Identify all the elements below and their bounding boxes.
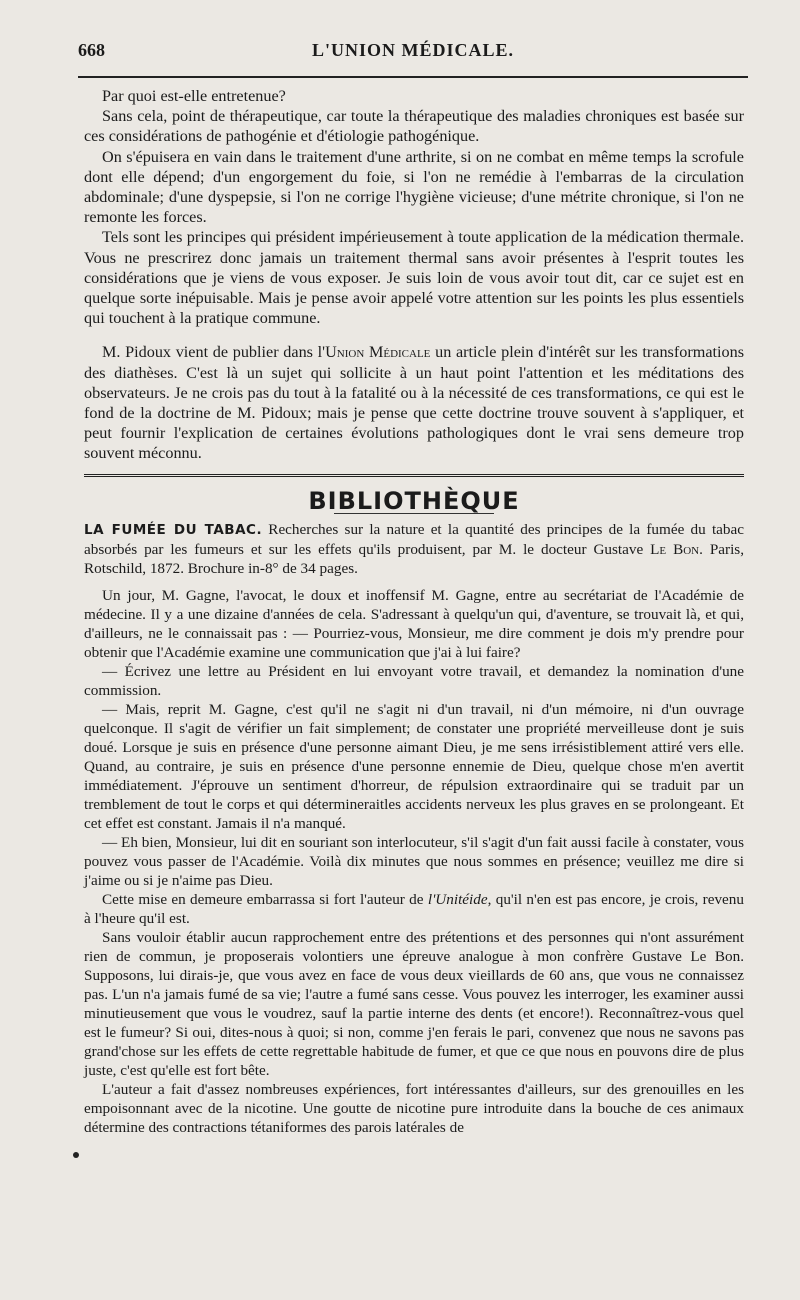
review-paragraph-4: — Eh bien, Monsieur, lui dit en souriant son interlocuteur, s'il s'agit d'un fait aussi facile à constater, vous pouvez vous passer de l'Académie. Voilà dix minutes que nous sommes en présence; veuillez me dire si j'aime ou si je n'aime pas Dieu. bbox=[84, 833, 744, 889]
review-paragraph-5 bbox=[84, 890, 744, 928]
intro-paragraph-4: Tels sont les principes qui président impérieusement à toute application de la médication thermale. Vous ne prescrirez donc jamais un traitement thermal sans avoir présentes à l'esprit toutes les considérations que je viens de vous exposer. Je suis loin de vous avoir tout dit, car ce sujet est en quelque sorte inépuisable. Mais je pense avoir appelé votre attention sur les points les plus essentiels qui touchent à la pratique commune. bbox=[84, 228, 744, 328]
header-rule bbox=[78, 76, 748, 78]
book-review bbox=[84, 520, 744, 1137]
review-paragraph-3: — Mais, reprit M. Gagne, c'est qu'il ne s'agit ni d'un travail, ni d'un mémoire, ni d'un ouvrage quelconque. Il s'agit de vérifier un fait simplement; de constater une propriété merveilleuse dont je suis doué. Lorsque je suis en présence d'une personne aimant Dieu, je me sens irrésistiblement attiré vers elle. Quand, au contraire, je suis en présence d'une personne ennemie de Dieu, quelque chose m'en avertit immédiatement. J'éprouve un sentiment d'horreur, de répulsion extraordinaire qui se traduit par un tremblement de tout le corps et qui détermineraitles accidents nerveux les plus graves en se prolongeant. Et cet effet est constant. Jamais il n'a manqué. bbox=[84, 700, 744, 832]
page-number: 668 bbox=[78, 40, 105, 60]
journal-reference: Union Médicale bbox=[325, 343, 431, 362]
intro-paragraph-5 bbox=[84, 342, 744, 463]
section-title: BIBLIOTHÈQUE bbox=[308, 486, 520, 515]
section-divider bbox=[84, 474, 744, 481]
intro-paragraph-1: Par quoi est-elle entretenue? bbox=[102, 87, 286, 105]
review-paragraph-6: Sans vouloir établir aucun rapprochement entre des prétentions et des personnes qui n'ont assurément rien de commun, je proposerais volontiers une épreuve analogue à mon confrère Gustave Le Bon. Supposons, lui dirais-je, que vous avez en face de vous deux vieillards de 60 ans, que vous ne connaissez pas. L'un n'a jamais fumé de sa vie; l'autre a fumé sans cesse. Vous pouvez les interroger, les examiner aussi minutieusement que vous le voudrez, sauf la partie interne des dents (et encore!). Reconnaîtrez-vous quel est le fumeur? Si oui, dites-nous à quoi; si non, comme j'en ferais le pari, convenez que nous ne savons pas grand'chose sur les effets de cette regrettable habitude de fumer, et que ce que nous en pouvons dire de plus juste, c'est qu'elle est fort bête. bbox=[84, 928, 744, 1079]
book-citation bbox=[84, 520, 744, 578]
pidoux-text-end: un article plein d'intérêt sur les transformations des diathèses. C'est là un sujet qui sollicite à un haut point l'attention et les méditations des observateurs. Je ne crois pas du tout à la fatalité ou à la nécessité de ces transformations, ce qui est le fond de la doctrine de M. Pidoux; mais je pense que cette doctrine trouve souvent à s'appliquer, et peut fournir l'explication de certaines évolutions pathologiques dont le vrai sens demeure trop souvent méconnu. bbox=[84, 343, 744, 463]
unitéide-text-end: , qu'il n'en est pas encore, je crois, revenu à l'heure qu'il est. bbox=[84, 890, 744, 927]
work-title: l'Unitéide bbox=[427, 890, 488, 908]
intro-paragraph-2: Sans cela, point de thérapeutique, car toute la thérapeutique des maladies chroniques est basée sur ces considérations de pathogénie et d'étiologie pathogénique. bbox=[84, 107, 744, 146]
page-body bbox=[84, 86, 744, 1137]
journal-title: L'UNION MÉDICALE. bbox=[311, 40, 515, 60]
intro-paragraph-3: On s'épuisera en vain dans le traitement d'une arthrite, si on ne combat en même temps la scrofule dont elle dépend; d'un engorgement du foie, si l'on ne remédie à l'embarras de la circulation abdominale; d'une dyspepsie, si l'on ne corrige l'hygiène vicieuse; d'une métrite chronique, si l'on ne remonte les forces. bbox=[84, 147, 744, 227]
review-paragraph-1: Un jour, M. Gagne, l'avocat, le doux et inoffensif M. Gagne, entre au secrétariat de l'Académie de médecine. Il y a une dizaine d'années de cela. S'adressant à quelqu'un qui, d'aventure, se trouvait là, et qui, d'ailleurs, ne le connaissait pas : — Pourriez-vous, Monsieur, me dire comment je dois m'y prendre pour obtenir que l'Académie examine une communication que j'ai à lui faire? bbox=[84, 586, 744, 661]
page-header bbox=[78, 40, 748, 72]
book-details: . Paris, Rotschild, 1872. Brochure in-8° de 34 pages. bbox=[84, 540, 745, 577]
book-title: LA FUMÉE DU TABAC. bbox=[84, 521, 263, 538]
review-paragraph-7: L'auteur a fait d'assez nombreuses expériences, fort intéressantes d'ailleurs, sur des grenouilles en les empoisonnant avec de la nicotine. Une goutte de nicotine pure introduite dans la bouche de ces animaux détermine des contractions tétaniformes des parois latérales de bbox=[84, 1080, 744, 1136]
book-description: Recherches sur la nature et la quantité des principes de la fumée du tabac absorbés par les fumeurs et sur les effets qu'ils produisent, par M. le docteur Gustave bbox=[84, 520, 745, 558]
book-author: Le Bon bbox=[650, 540, 700, 558]
pidoux-text-start: M. Pidoux vient de publier dans l' bbox=[102, 343, 326, 362]
margin-dot bbox=[73, 1152, 79, 1158]
review-paragraph-2: — Écrivez une lettre au Président en lui envoyant votre travail, et demandez la nomination d'une commission. bbox=[84, 662, 744, 699]
unitéide-text-start: Cette mise en demeure embarrassa si fort l'auteur de bbox=[102, 890, 428, 908]
